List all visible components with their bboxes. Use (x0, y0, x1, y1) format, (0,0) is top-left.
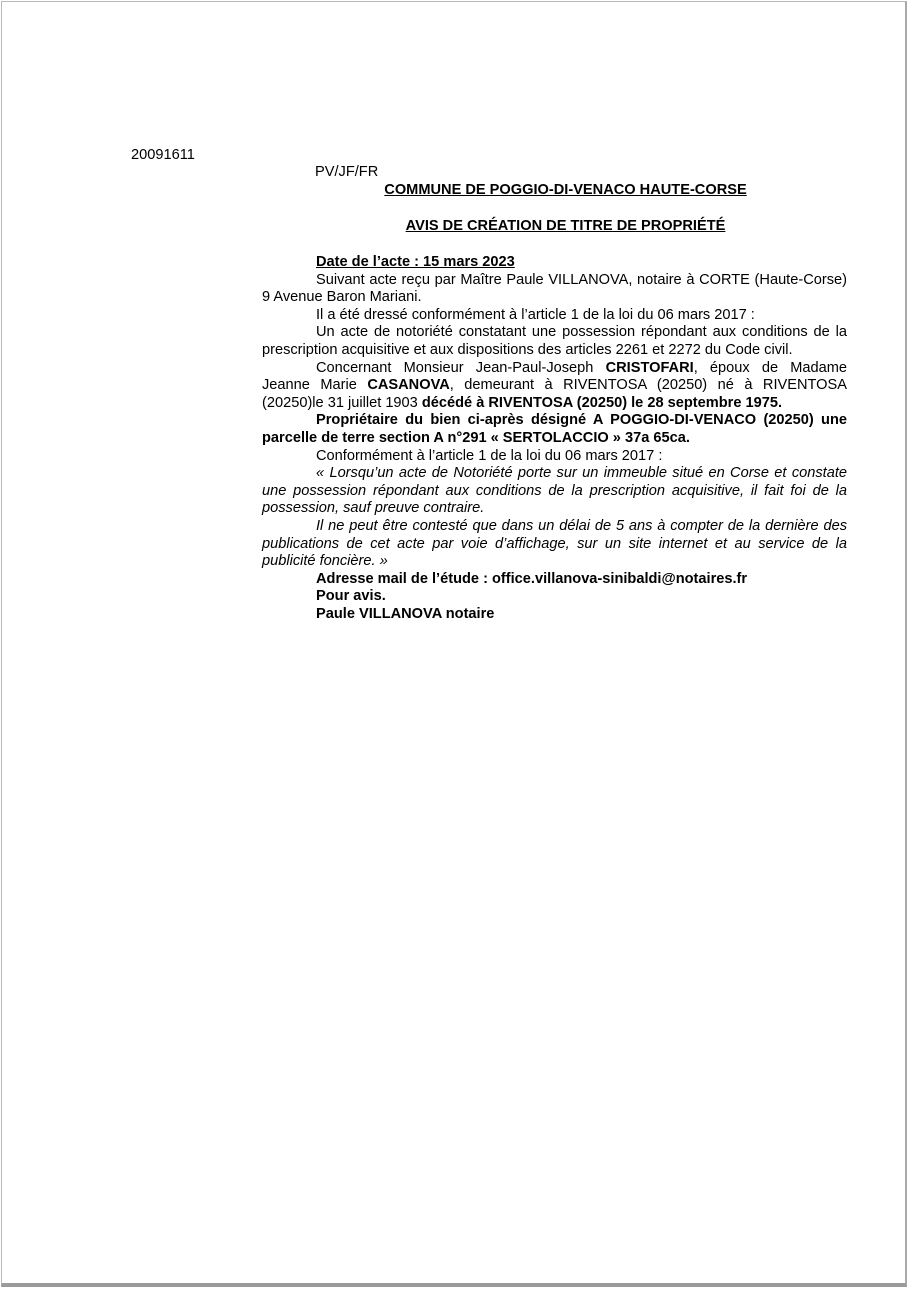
paragraph-law: Il a été dressé conformément à l’article 1 de la loi du 06 mars 2017 : (316, 306, 755, 323)
paragraph-notary: Suivant acte reçu par Maître Paule VILLANOVA, notaire à CORTE (Haute-Corse) 9 Avenue Baron Mariani. (262, 271, 847, 306)
commune-title: COMMUNE DE POGGIO-DI-VENACO HAUTE-CORSE (384, 182, 747, 198)
paragraph-law-2: Conformément à l’article 1 de la loi du 06 mars 2017 : (316, 447, 663, 464)
date-line: Date de l’acte : 15 mars 2023 (316, 254, 515, 270)
notice-title: AVIS DE CRÉATION DE TITRE DE PROPRIÉTÉ (405, 218, 726, 234)
closing-line: Pour avis. (316, 588, 386, 605)
quote-paragraph-2: Il ne peut être contesté que dans un délai de 5 ans à compter de la dernière des publications de cet acte par voie d’affichage, sur un site internet et au service de la publicité foncière. » (262, 517, 847, 570)
notice-body (262, 254, 847, 623)
document-code: PV/JF/FR (315, 164, 379, 180)
signature-line: Paule VILLANOVA notaire (316, 605, 495, 622)
reference-number: 20091611 (131, 147, 195, 163)
paragraph-concerning: Concernant Monsieur Jean-Paul-Joseph CRISTOFARI, époux de Madame Jeanne Marie CASANOVA, demeurant à RIVENTOSA (20250) né à RIVENTOSA (20250)le 31 juillet 1903 décédé à RIVENTOSA (20250) le 28 septembre 1975. (262, 359, 848, 411)
paragraph-property: Propriétaire du bien ci-après désigné A POGGIO-DI-VENACO (20250) une parcelle de terre section A n°291 « SERTOLACCIO » 37a 65ca. (262, 412, 847, 446)
document-page (1, 1, 907, 1287)
quote-paragraph-1: « Lorsqu’un acte de Notoriété porte sur un immeuble situé en Corse et constate une possession répondant aux conditions de la prescription acquisitive, il fait foi de la possession, sauf preuve contraire. (262, 465, 847, 517)
paragraph-notoriety: Un acte de notoriété constatant une possession répondant aux conditions de la prescription acquisitive et aux dispositions des articles 2261 et 2272 du Code civil. (262, 324, 847, 358)
email-line: Adresse mail de l’étude : office.villanova-sinibaldi@notaires.fr (316, 570, 748, 587)
